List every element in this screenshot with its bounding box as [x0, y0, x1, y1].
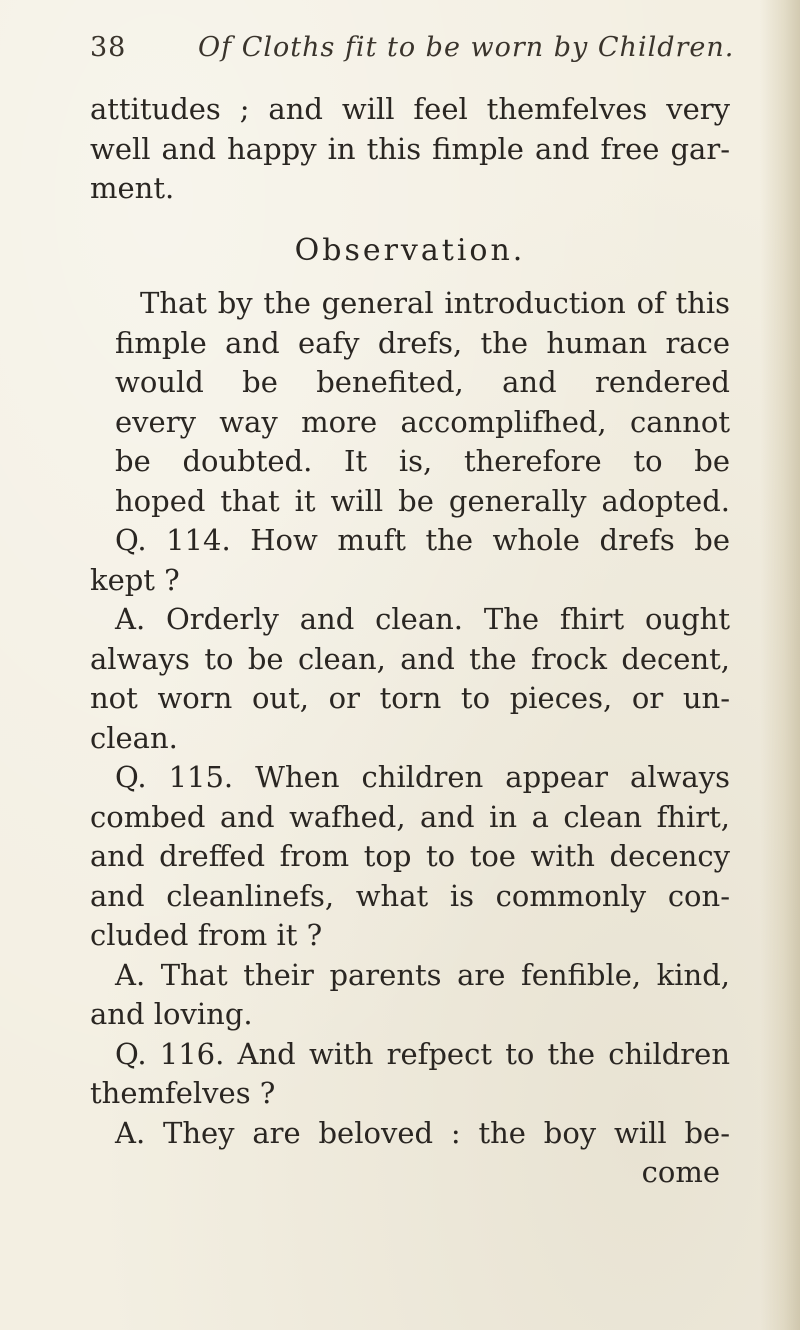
text-line: hoped that it will be generally adopted.	[115, 483, 730, 518]
body-text	[90, 90, 730, 1193]
text-line: attitudes ; and will feel themfelves very	[90, 92, 730, 126]
text-line: would be benefited, and rendered	[115, 365, 730, 399]
section-heading: Observation.	[294, 232, 526, 268]
text-line: themfelves ?	[90, 1076, 276, 1110]
text-line: clean.	[90, 720, 178, 755]
text-line: combed and wafhed, and in a clean fhirt,	[90, 799, 730, 834]
answer-line: A. Orderly and clean. The fhirt ought	[115, 602, 730, 636]
running-head	[90, 32, 735, 72]
text-line: and dreffed from top to toe with decency	[90, 839, 730, 873]
catchword: come	[641, 1155, 720, 1189]
question-line: Q. 114. How muft the whole drefs be	[115, 523, 730, 557]
running-head-title: Of Cloths fit to be worn by Children.	[198, 32, 735, 63]
answer-line: A. They are beloved : the boy will be-	[115, 1115, 730, 1150]
page-number: 38	[90, 32, 127, 63]
text-line: fimple and eafy drefs, the human race	[115, 325, 730, 360]
text-line: kept ?	[90, 562, 180, 597]
text-line: be doubted. It is, therefore to be	[115, 444, 730, 478]
text-line: That by the general introduction of this	[140, 286, 730, 320]
text-line: not worn out, or torn to pieces, or un-	[90, 681, 730, 715]
text-line: ment.	[90, 171, 175, 205]
text-line: and loving.	[90, 997, 253, 1031]
text-line: cluded from it ?	[90, 918, 323, 952]
page-edge-shadow	[760, 0, 800, 1330]
question-line: Q. 115. When children appear always	[115, 760, 730, 794]
text-line: always to be clean, and the frock decent,	[90, 641, 730, 676]
text-line: well and happy in this fimple and free gar-	[90, 131, 730, 166]
text-line: every way more accomplifhed, cannot	[115, 404, 730, 439]
answer-line: A. That their parents are fenfible, kind,	[115, 957, 730, 992]
question-line: Q. 116. And with refpect to the children	[115, 1036, 730, 1071]
text-line: and cleanlinefs, what is commonly con-	[90, 878, 730, 913]
